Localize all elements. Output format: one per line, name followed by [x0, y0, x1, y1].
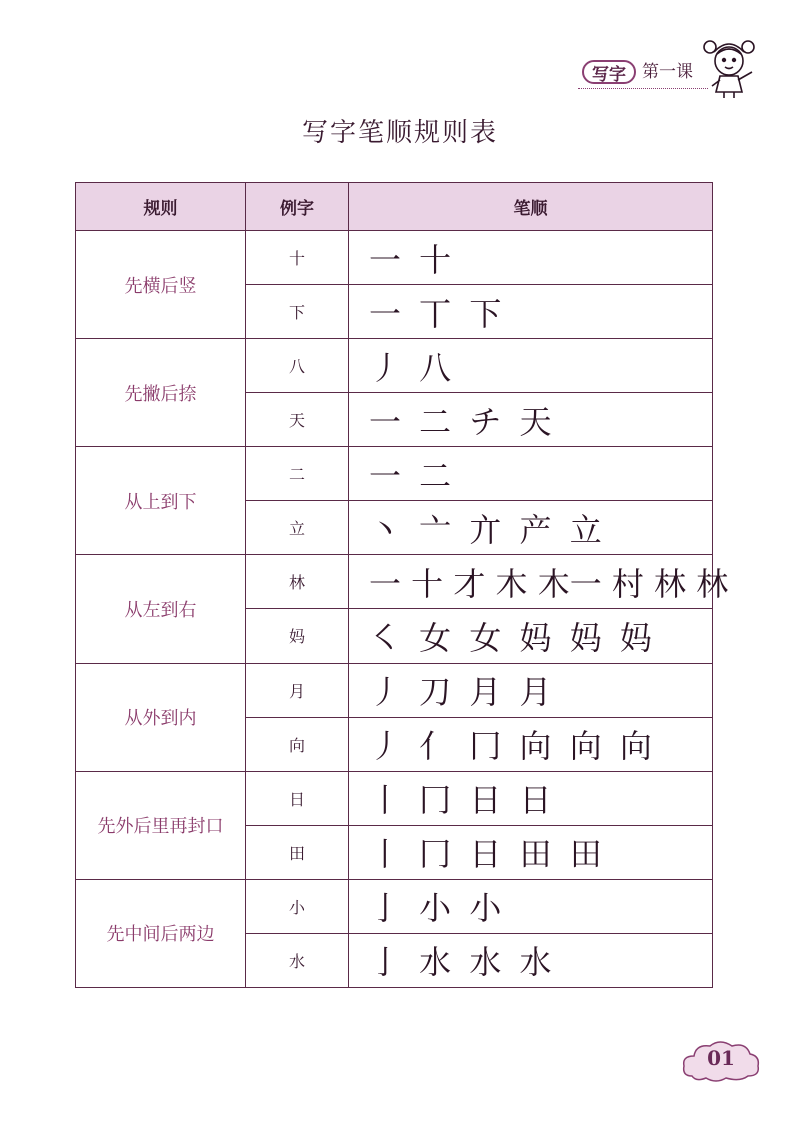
- stroke-sequence: 一 十: [349, 231, 713, 285]
- page-header: [572, 52, 712, 92]
- example-char: 八: [246, 339, 349, 393]
- example-char: 向: [246, 717, 349, 771]
- table-header-row: [76, 183, 713, 231]
- table-row: [76, 447, 713, 501]
- example-char: 林: [246, 555, 349, 609]
- stroke-sequence: 亅 小 小: [349, 879, 713, 933]
- page-number-badge: [680, 1038, 762, 1084]
- table-row: [76, 879, 713, 933]
- stroke-order-table: [75, 182, 729, 988]
- stroke-sequence: 丿 八: [349, 339, 713, 393]
- column-header-rule: 规则: [76, 183, 246, 231]
- page-number: 01: [707, 1046, 735, 1070]
- example-char: 小: [246, 879, 349, 933]
- section-badge: 写字: [582, 60, 636, 84]
- example-char: 日: [246, 771, 349, 825]
- example-char: 田: [246, 825, 349, 879]
- stroke-sequence: 丨 冂 日 田 田: [349, 825, 713, 879]
- table-row: [76, 339, 713, 393]
- rule-cell: 先中间后两边: [76, 879, 246, 987]
- example-char: 水: [246, 933, 349, 987]
- example-char: 月: [246, 663, 349, 717]
- rule-cell: 从上到下: [76, 447, 246, 555]
- example-char: 妈: [246, 609, 349, 663]
- column-header-example: 例字: [246, 183, 349, 231]
- stroke-sequence: 丿 亻 冂 向 向 向: [349, 717, 713, 771]
- rule-cell: 先横后竖: [76, 231, 246, 339]
- rule-cell: 先外后里再封口: [76, 771, 246, 879]
- rule-cell: 从外到内: [76, 663, 246, 771]
- table-row: [76, 231, 713, 285]
- table-row: [76, 555, 713, 609]
- stroke-sequence: 丶 亠 亣 产 立: [349, 501, 713, 555]
- rule-cell: 先撇后捺: [76, 339, 246, 447]
- rule-cell: 从左到右: [76, 555, 246, 663]
- column-header-strokes: 笔顺: [349, 183, 713, 231]
- stroke-sequence: 一 二: [349, 447, 713, 501]
- girl-mascot-icon: [700, 34, 760, 100]
- lesson-label: 第一课: [642, 62, 693, 82]
- example-char: 下: [246, 285, 349, 339]
- stroke-sequence: 一 十 才 木 木一 村 林 林: [349, 555, 713, 609]
- table-row: [76, 771, 713, 825]
- page-title: 写字笔顺规则表: [301, 118, 498, 148]
- stroke-sequence: 一 丅 下: [349, 285, 713, 339]
- stroke-sequence: 一 二 チ 天: [349, 393, 713, 447]
- stroke-sequence: 丿 刀 月 月: [349, 663, 713, 717]
- stroke-sequence: 亅 水 水 水: [349, 933, 713, 987]
- stroke-sequence: 丨 冂 日 日: [349, 771, 713, 825]
- example-char: 二: [246, 447, 349, 501]
- header-divider: [578, 88, 708, 89]
- example-char: 天: [246, 393, 349, 447]
- example-char: 立: [246, 501, 349, 555]
- stroke-sequence: ㇛ 女 女 妈 妈 妈: [349, 609, 713, 663]
- example-char: 十: [246, 231, 349, 285]
- table-row: [76, 663, 713, 717]
